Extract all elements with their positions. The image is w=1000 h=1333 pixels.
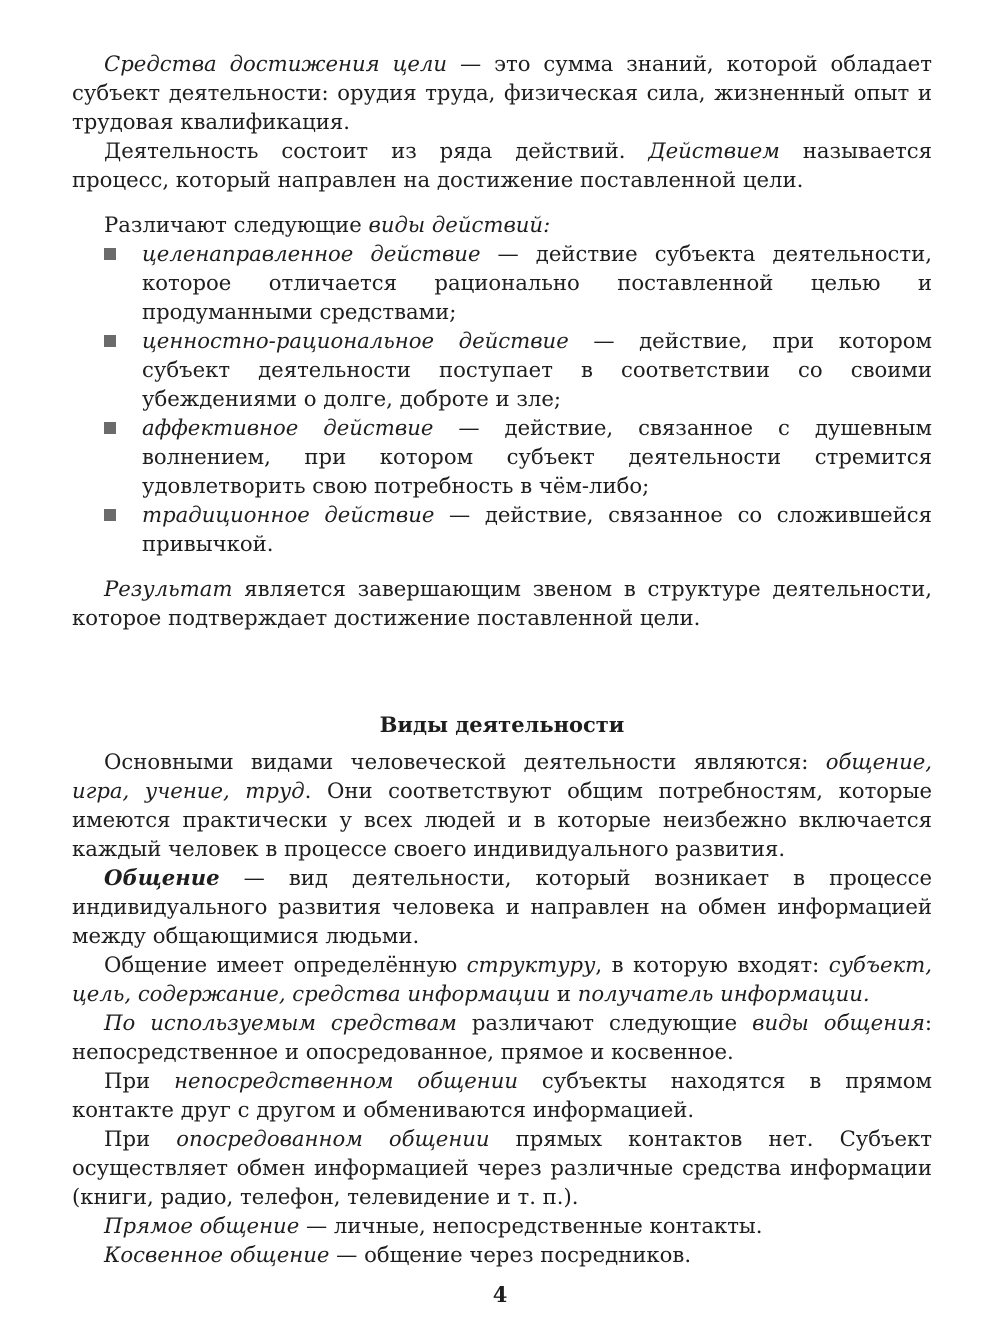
term-structure-elements: субъект, цель, содержание, средства информации	[72, 952, 932, 1006]
list-item: традиционное действие — действие, связанное со сложившейся привычкой.	[72, 500, 932, 558]
term-indirect: Косвенное общение	[104, 1242, 330, 1267]
term-kinds-of-communication: виды общения	[752, 1010, 925, 1035]
paragraph-structure: Общение имеет определённую структуру, в которую входят: субъект, цель, содержание, средства информации и получатель информации.	[72, 952, 932, 1006]
term-kinds-of-actions: виды действий:	[368, 212, 551, 237]
list-term: целенаправленное действие	[142, 241, 481, 266]
page-body	[72, 0, 932, 1269]
paragraph-communication: Общение — вид деятельности, который возникает в процессе индивидуального развития человека и направлен на обмен информацией между общающимися людьми.	[72, 865, 932, 948]
paragraph-result: Результат является завершающим звеном в структуре деятельности, которое подтверждает достижение поставленной цели.	[72, 576, 932, 630]
paragraph-means-of-goal: Средства достижения цели — это сумма знаний, которой обладает субъект деятельности: орудия труда, физическая сила, жизненный опыт и трудовая квалификация.	[72, 51, 932, 134]
page-number: 4	[492, 1282, 508, 1307]
paragraph-action-definition: Деятельность состоит из ряда действий. Действием называется процесс, который направлен на достижение поставленной цели.	[72, 138, 932, 192]
term-main-kinds: общение, игра, учение, труд	[72, 749, 932, 803]
square-bullet-icon	[104, 248, 116, 260]
square-bullet-icon	[104, 509, 116, 521]
paragraph-mediated: При опосредованном общении прямых контактов нет. Субъект осуществляет обмен информацией через различные средства информации (книги, радио, телефон, телевидение и т. п.).	[72, 1126, 932, 1209]
paragraph-indirect: Косвенное общение — общение через посредников.	[104, 1242, 692, 1267]
paragraph-direct: Прямое общение — личные, непосредственные контакты.	[104, 1213, 763, 1238]
paragraph-kinds-of-communication: По используемым средствам различают следующие виды общения: непосредственное и опосредованное, прямое и косвенное.	[72, 1010, 932, 1064]
paragraph-direct-contact: При непосредственном общении субъекты находятся в прямом контакте друг с другом и обмениваются информацией.	[72, 1068, 932, 1122]
term-communication: Общение	[104, 865, 220, 890]
paragraph-main-kinds: Основными видами человеческой деятельности являются: общение, игра, учение, труд. Они соответствуют общим потребностям, которые имеются практически у всех людей и в которые неизбежно включается каждый человек в процессе своего индивидуального развития.	[72, 749, 933, 861]
term-immediate: непосредственном общении	[174, 1068, 518, 1093]
term-receiver: получатель информации.	[577, 981, 870, 1006]
list-item: ценностно-рациональное действие — действие, при котором субъект деятельности поступает в соответствии со своими убеждениями о долге, доброте и зле;	[72, 326, 932, 413]
paragraph-kinds-intro: Различают следующие виды действий:	[104, 212, 551, 237]
term-structure: структуру	[466, 952, 596, 977]
section-heading: Виды деятельности	[379, 712, 625, 737]
term-action: Действием	[648, 138, 780, 163]
term-direct: Прямое общение	[104, 1213, 300, 1238]
term-by-means: По используемым средствам	[104, 1010, 457, 1035]
term-mediated: опосредованном общении	[176, 1126, 490, 1151]
list-item: аффективное действие — действие, связанное с душевным волнением, при котором субъект деятельности стремится удовлетворить свою потребность в чём-либо;	[72, 413, 932, 500]
term-means: Средства достижения цели	[104, 51, 448, 76]
square-bullet-icon	[104, 335, 116, 347]
list-term: ценностно-рациональное действие	[142, 328, 569, 353]
kinds-of-actions-list	[72, 239, 932, 558]
list-term: аффективное действие	[142, 415, 434, 440]
list-term: традиционное действие	[142, 502, 435, 527]
square-bullet-icon	[104, 422, 116, 434]
term-result: Результат	[104, 576, 233, 601]
list-item: целенаправленное действие — действие субъекта деятельности, которое отличается рационально поставленной целью и продуманными средствами;	[72, 239, 932, 326]
